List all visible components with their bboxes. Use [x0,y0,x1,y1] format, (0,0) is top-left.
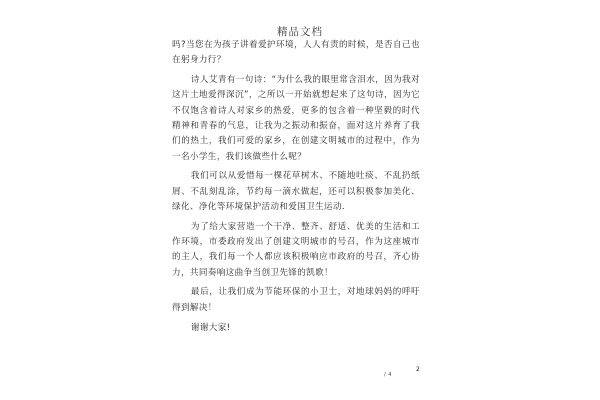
page-of-total: / 4 [384,372,392,378]
paragraph-thanks: 谢谢大家! [190,322,231,333]
paragraph-actions: 我们可以从爱惜每一棵花草树木、不随地吐痰、不乱扔纸屑、不乱刻乱涂，节约每一滴水做起，还可以积极参加美化、绿化、净化等环境保护活动和爱国卫生运动． [172,171,420,212]
paragraph-call-to-action: 为了给大家营造一个干净、整齐、舒适、优美的生活和工作环境，市委政府发出了创建文明城市的号召，作为这座城市的主人，我们每一个人都应该积极响应市政府的号召，齐心协力，共同奏响这曲争当创卫先锋的凯歌！ [172,221,420,278]
paragraph-closing: 最后，让我们成为节能环保的小卫士，对地球妈妈的呼吁得到解决！ [172,287,420,313]
document-body [172,38,420,340]
paragraph-continuation: 吗?当您在为孩子讲着爱护环境，人人有责的时候，是否自己也在躬身力行？ [172,40,420,66]
page-number: 2 [416,366,420,373]
paragraph-poem-quote: 诗人艾青有一句诗：“为什么我的眼里常含泪水，因为我对这片土地爱得深沉”，之所以一开始就想起来了这句诗，因为它不仅饱含着诗人对家乡的热爱，更多的包含着一种坚毅的时代精神和青春的气息，让我为之振动和振奋，面对这片养育了我们的热土，我们可爱的家乡，在创建文明城市的过程中，作为一名小学生，我们该做些什么呢？ [172,75,420,162]
document-header-title: 精品文档 [277,26,323,38]
